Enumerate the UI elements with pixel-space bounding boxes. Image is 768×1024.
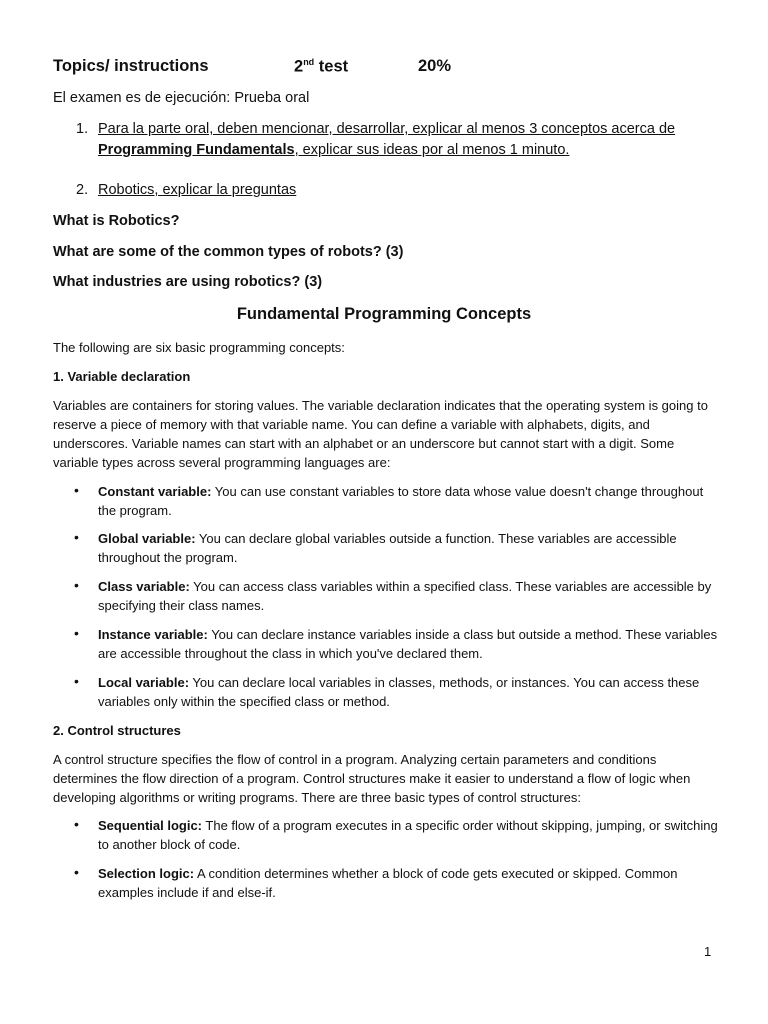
test-heading bbox=[294, 57, 348, 77]
item-term: Class variable: bbox=[98, 579, 190, 594]
programming-fundamentals-term: Programming Fundamentals bbox=[98, 142, 295, 158]
item-term: Sequential logic: bbox=[98, 818, 203, 833]
item-description: You can use constant variables to store data whose value doesn't change throughout the program. bbox=[98, 484, 704, 518]
instruction-1-line2-rest: , explicar sus ideas por al menos 1 minuto. bbox=[294, 142, 570, 158]
intro-line: The following are six basic programming concepts: bbox=[53, 340, 345, 355]
item-description: The flow of a program executes in a specific order without skipping, jumping, or switching to another block of code. bbox=[98, 818, 718, 852]
concept-2-heading: 2. Control structures bbox=[53, 723, 181, 738]
instruction-1-line2 bbox=[98, 142, 569, 158]
item-term: Instance variable: bbox=[98, 627, 208, 642]
item-description: You can declare local variables in classes, methods, or instances. You can access these variables only within the specified class or method. bbox=[98, 675, 700, 709]
percent-heading: 20% bbox=[418, 57, 452, 75]
bullet-icon: • bbox=[74, 529, 79, 545]
bullet-icon: • bbox=[74, 673, 79, 689]
question-3: What industries are using robotics? (3) bbox=[53, 274, 323, 290]
question-2: What are some of the common types of robots? (3) bbox=[53, 244, 404, 260]
concept-1-paragraph: Variables are containers for storing values. The variable declaration indicates that the operating system is going to reserve a piece of memory with that variable name. You can define a variable with alphabets, digits, and underscores. Variable names can start with an alphabet or an underscore but cannot start with a digit. Some variable types across several programming languages are: bbox=[53, 398, 708, 470]
section-title: Fundamental Programming Concepts bbox=[236, 305, 532, 323]
item-term: Constant variable: bbox=[98, 484, 212, 499]
page-number: 1 bbox=[704, 944, 712, 959]
instruction-1-line1: Para la parte oral, deben mencionar, desarrollar, explicar al menos 3 conceptos acerca de bbox=[98, 121, 676, 137]
instruction-1-number: 1. bbox=[76, 121, 89, 137]
bullet-icon: • bbox=[74, 625, 79, 641]
concept-1-heading: 1. Variable declaration bbox=[53, 369, 191, 384]
test-ordinal: nd bbox=[303, 57, 315, 67]
item-term: Selection logic: bbox=[98, 866, 195, 881]
control-item-selection bbox=[98, 864, 723, 902]
item-description: You can access class variables within a specified class. These variables are accessible by specifying their class names. bbox=[98, 579, 712, 613]
question-1: What is Robotics? bbox=[53, 213, 180, 229]
topics-heading: Topics/ instructions bbox=[53, 57, 209, 75]
bullet-icon: • bbox=[74, 816, 79, 832]
variable-item-local bbox=[98, 673, 723, 711]
bullet-icon: • bbox=[74, 864, 79, 880]
instruction-2-text: Robotics, explicar la preguntas bbox=[98, 182, 297, 198]
item-description: You can declare instance variables inside a class but outside a method. These variables are accessible throughout the class in which you've declared them. bbox=[98, 627, 718, 661]
test-number: 2 bbox=[294, 57, 304, 76]
variable-item-class bbox=[98, 577, 723, 615]
concept-2-paragraph: A control structure specifies the flow of control in a program. Analyzing certain parameters and conditions determines the flow direction of a program. Control structures make it easier to understand a flow of logic when developing algorithms or writing programs. There are three basic types of control structures: bbox=[53, 752, 691, 805]
item-description: You can declare global variables outside a function. These variables are accessible throughout the program. bbox=[98, 531, 677, 565]
variable-item-constant bbox=[98, 482, 723, 520]
bullet-icon: • bbox=[74, 482, 79, 498]
item-term: Global variable: bbox=[98, 531, 196, 546]
control-item-sequential bbox=[98, 816, 723, 854]
variable-item-global bbox=[98, 529, 723, 567]
item-term: Local variable: bbox=[98, 675, 190, 690]
test-word: test bbox=[314, 57, 349, 76]
instruction-2-number: 2. bbox=[76, 182, 89, 198]
variable-item-instance bbox=[98, 625, 723, 663]
bullet-icon: • bbox=[74, 577, 79, 593]
item-description: A condition determines whether a block of code gets executed or skipped. Common examples include if and else-if. bbox=[98, 866, 678, 900]
exam-type-line: El examen es de ejecución: Prueba oral bbox=[53, 90, 310, 106]
